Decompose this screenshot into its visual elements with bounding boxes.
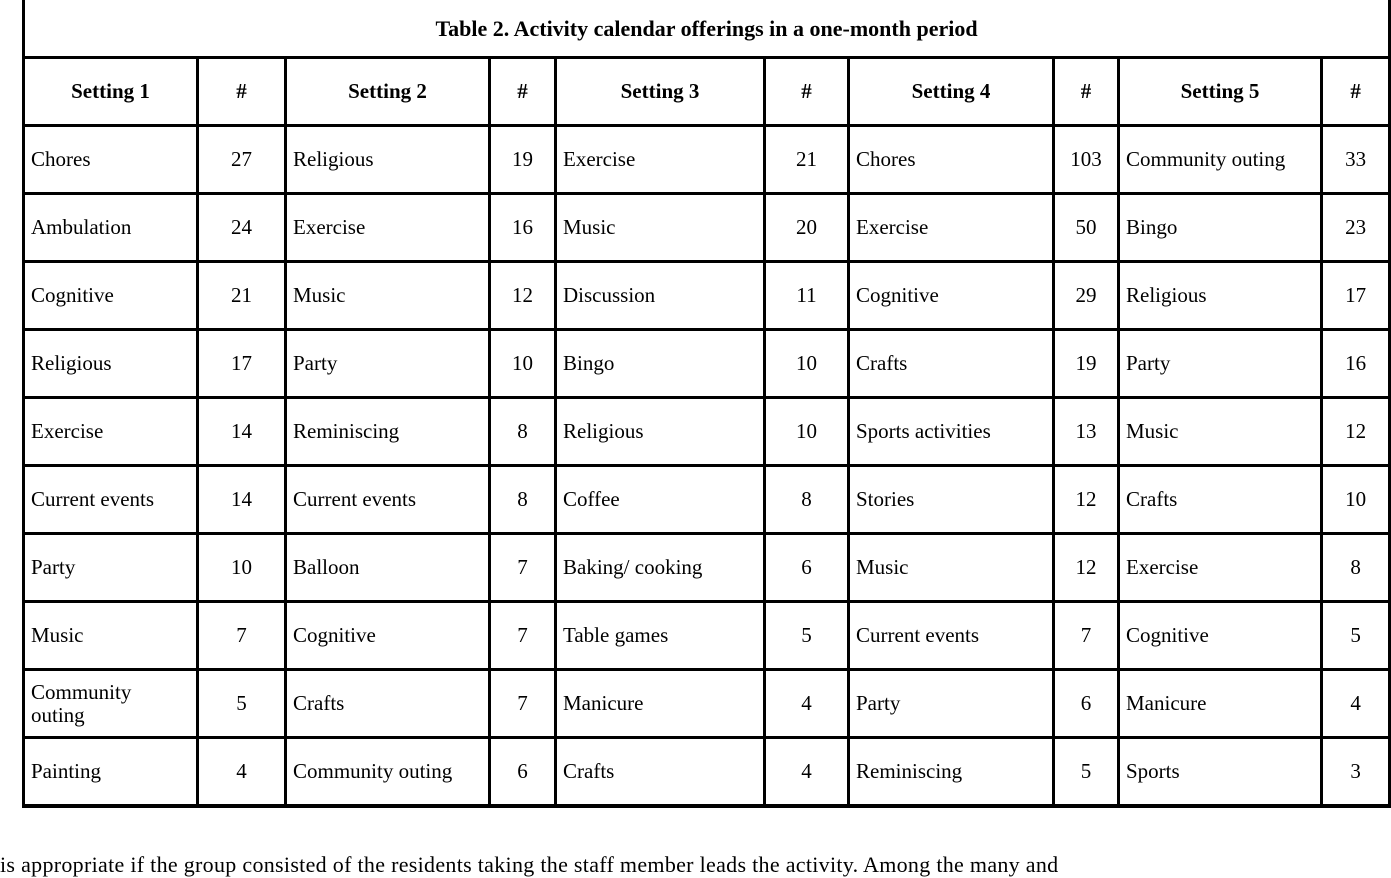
table-body <box>24 126 1390 807</box>
table-row <box>24 534 1390 602</box>
activity-name-setting-4: Sports activities <box>849 398 1054 466</box>
activity-count-setting-1: 14 <box>198 398 286 466</box>
activity-count-setting-3: 10 <box>765 330 849 398</box>
activity-name-setting-3: Exercise <box>556 126 765 194</box>
activity-name-setting-4: Crafts <box>849 330 1054 398</box>
activity-count-setting-4: 29 <box>1054 262 1119 330</box>
table-title: Table 2. Activity calendar offerings in a one-month period <box>24 0 1390 58</box>
activity-count-setting-2: 19 <box>490 126 556 194</box>
activity-count-setting-1: 27 <box>198 126 286 194</box>
activity-count-setting-5: 5 <box>1322 602 1390 670</box>
activity-name-setting-2: Current events <box>286 466 490 534</box>
activity-count-setting-3: 10 <box>765 398 849 466</box>
activity-count-setting-2: 12 <box>490 262 556 330</box>
activity-name-setting-1: Religious <box>24 330 198 398</box>
activity-name-setting-1: Community outing <box>24 670 198 738</box>
activity-name-setting-3: Baking/ cooking <box>556 534 765 602</box>
activity-count-setting-2: 7 <box>490 534 556 602</box>
activity-count-setting-4: 12 <box>1054 466 1119 534</box>
activity-count-setting-2: 6 <box>490 738 556 807</box>
activity-count-setting-5: 12 <box>1322 398 1390 466</box>
activity-count-setting-1: 10 <box>198 534 286 602</box>
activity-name-setting-2: Reminiscing <box>286 398 490 466</box>
activity-name-setting-4: Chores <box>849 126 1054 194</box>
header-count-2: # <box>490 58 556 126</box>
activity-count-setting-4: 13 <box>1054 398 1119 466</box>
header-count-5: # <box>1322 58 1390 126</box>
table-row <box>24 194 1390 262</box>
table-row <box>24 738 1390 807</box>
activity-count-setting-4: 19 <box>1054 330 1119 398</box>
activity-count-setting-4: 50 <box>1054 194 1119 262</box>
activity-name-setting-3: Bingo <box>556 330 765 398</box>
activity-name-setting-3: Music <box>556 194 765 262</box>
activity-name-setting-3: Religious <box>556 398 765 466</box>
activity-count-setting-4: 7 <box>1054 602 1119 670</box>
activity-count-setting-5: 16 <box>1322 330 1390 398</box>
activity-count-setting-2: 8 <box>490 398 556 466</box>
activity-name-setting-5: Sports <box>1119 738 1322 807</box>
activity-name-setting-1: Chores <box>24 126 198 194</box>
activity-count-setting-1: 14 <box>198 466 286 534</box>
activity-count-setting-4: 5 <box>1054 738 1119 807</box>
header-setting-4: Setting 4 <box>849 58 1054 126</box>
activity-count-setting-2: 8 <box>490 466 556 534</box>
table-header-row <box>24 58 1390 126</box>
activity-name-setting-1: Music <box>24 602 198 670</box>
activity-name-setting-1: Painting <box>24 738 198 807</box>
activity-count-setting-1: 5 <box>198 670 286 738</box>
activity-count-setting-1: 4 <box>198 738 286 807</box>
activity-name-setting-1: Current events <box>24 466 198 534</box>
activity-count-setting-3: 20 <box>765 194 849 262</box>
table-row <box>24 262 1390 330</box>
body-text-fragment: is appropriate if the group consisted of the residents taking the staff member leads the activity. Among the many and <box>0 852 1059 877</box>
activity-name-setting-2: Cognitive <box>286 602 490 670</box>
activity-name-setting-5: Music <box>1119 398 1322 466</box>
activity-name-setting-5: Exercise <box>1119 534 1322 602</box>
activity-name-setting-2: Balloon <box>286 534 490 602</box>
activity-count-setting-4: 6 <box>1054 670 1119 738</box>
activity-count-setting-5: 3 <box>1322 738 1390 807</box>
activity-count-setting-4: 103 <box>1054 126 1119 194</box>
activity-name-setting-5: Cognitive <box>1119 602 1322 670</box>
activity-name-setting-1: Exercise <box>24 398 198 466</box>
table-row <box>24 466 1390 534</box>
activity-count-setting-3: 11 <box>765 262 849 330</box>
activity-name-setting-4: Cognitive <box>849 262 1054 330</box>
activity-name-setting-5: Manicure <box>1119 670 1322 738</box>
table-container <box>22 0 1367 808</box>
activity-name-setting-4: Stories <box>849 466 1054 534</box>
table-row <box>24 602 1390 670</box>
activity-count-setting-3: 4 <box>765 670 849 738</box>
activity-count-setting-4: 12 <box>1054 534 1119 602</box>
activity-name-setting-4: Music <box>849 534 1054 602</box>
activity-name-setting-5: Religious <box>1119 262 1322 330</box>
activity-count-setting-2: 7 <box>490 602 556 670</box>
activity-count-setting-5: 17 <box>1322 262 1390 330</box>
activity-count-setting-3: 4 <box>765 738 849 807</box>
activity-name-setting-3: Coffee <box>556 466 765 534</box>
activity-name-setting-2: Community outing <box>286 738 490 807</box>
activity-count-setting-5: 23 <box>1322 194 1390 262</box>
table-title-row <box>24 0 1390 58</box>
activity-name-setting-5: Community outing <box>1119 126 1322 194</box>
header-count-3: # <box>765 58 849 126</box>
activity-name-setting-4: Current events <box>849 602 1054 670</box>
activity-name-setting-5: Bingo <box>1119 194 1322 262</box>
activity-count-setting-1: 24 <box>198 194 286 262</box>
activity-calendar-table <box>22 0 1391 808</box>
activity-count-setting-1: 17 <box>198 330 286 398</box>
activity-count-setting-2: 16 <box>490 194 556 262</box>
activity-name-setting-2: Music <box>286 262 490 330</box>
activity-name-setting-1: Cognitive <box>24 262 198 330</box>
activity-name-setting-4: Reminiscing <box>849 738 1054 807</box>
activity-count-setting-1: 7 <box>198 602 286 670</box>
activity-name-setting-2: Party <box>286 330 490 398</box>
header-setting-1: Setting 1 <box>24 58 198 126</box>
header-count-1: # <box>198 58 286 126</box>
activity-name-setting-5: Crafts <box>1119 466 1322 534</box>
activity-count-setting-5: 10 <box>1322 466 1390 534</box>
activity-name-setting-3: Discussion <box>556 262 765 330</box>
activity-name-setting-2: Religious <box>286 126 490 194</box>
activity-count-setting-3: 21 <box>765 126 849 194</box>
activity-count-setting-2: 10 <box>490 330 556 398</box>
activity-name-setting-2: Crafts <box>286 670 490 738</box>
activity-name-setting-1: Ambulation <box>24 194 198 262</box>
header-count-4: # <box>1054 58 1119 126</box>
table-row <box>24 398 1390 466</box>
table-row <box>24 670 1390 738</box>
activity-name-setting-3: Crafts <box>556 738 765 807</box>
activity-count-setting-3: 6 <box>765 534 849 602</box>
activity-name-setting-3: Manicure <box>556 670 765 738</box>
activity-name-setting-4: Exercise <box>849 194 1054 262</box>
activity-count-setting-3: 5 <box>765 602 849 670</box>
activity-name-setting-5: Party <box>1119 330 1322 398</box>
activity-name-setting-4: Party <box>849 670 1054 738</box>
activity-count-setting-5: 33 <box>1322 126 1390 194</box>
header-setting-2: Setting 2 <box>286 58 490 126</box>
activity-count-setting-1: 21 <box>198 262 286 330</box>
activity-name-setting-1: Party <box>24 534 198 602</box>
header-setting-5: Setting 5 <box>1119 58 1322 126</box>
header-setting-3: Setting 3 <box>556 58 765 126</box>
activity-count-setting-5: 4 <box>1322 670 1390 738</box>
table-row <box>24 126 1390 194</box>
activity-name-setting-2: Exercise <box>286 194 490 262</box>
table-row <box>24 330 1390 398</box>
activity-count-setting-3: 8 <box>765 466 849 534</box>
activity-count-setting-2: 7 <box>490 670 556 738</box>
activity-name-setting-3: Table games <box>556 602 765 670</box>
activity-count-setting-5: 8 <box>1322 534 1390 602</box>
